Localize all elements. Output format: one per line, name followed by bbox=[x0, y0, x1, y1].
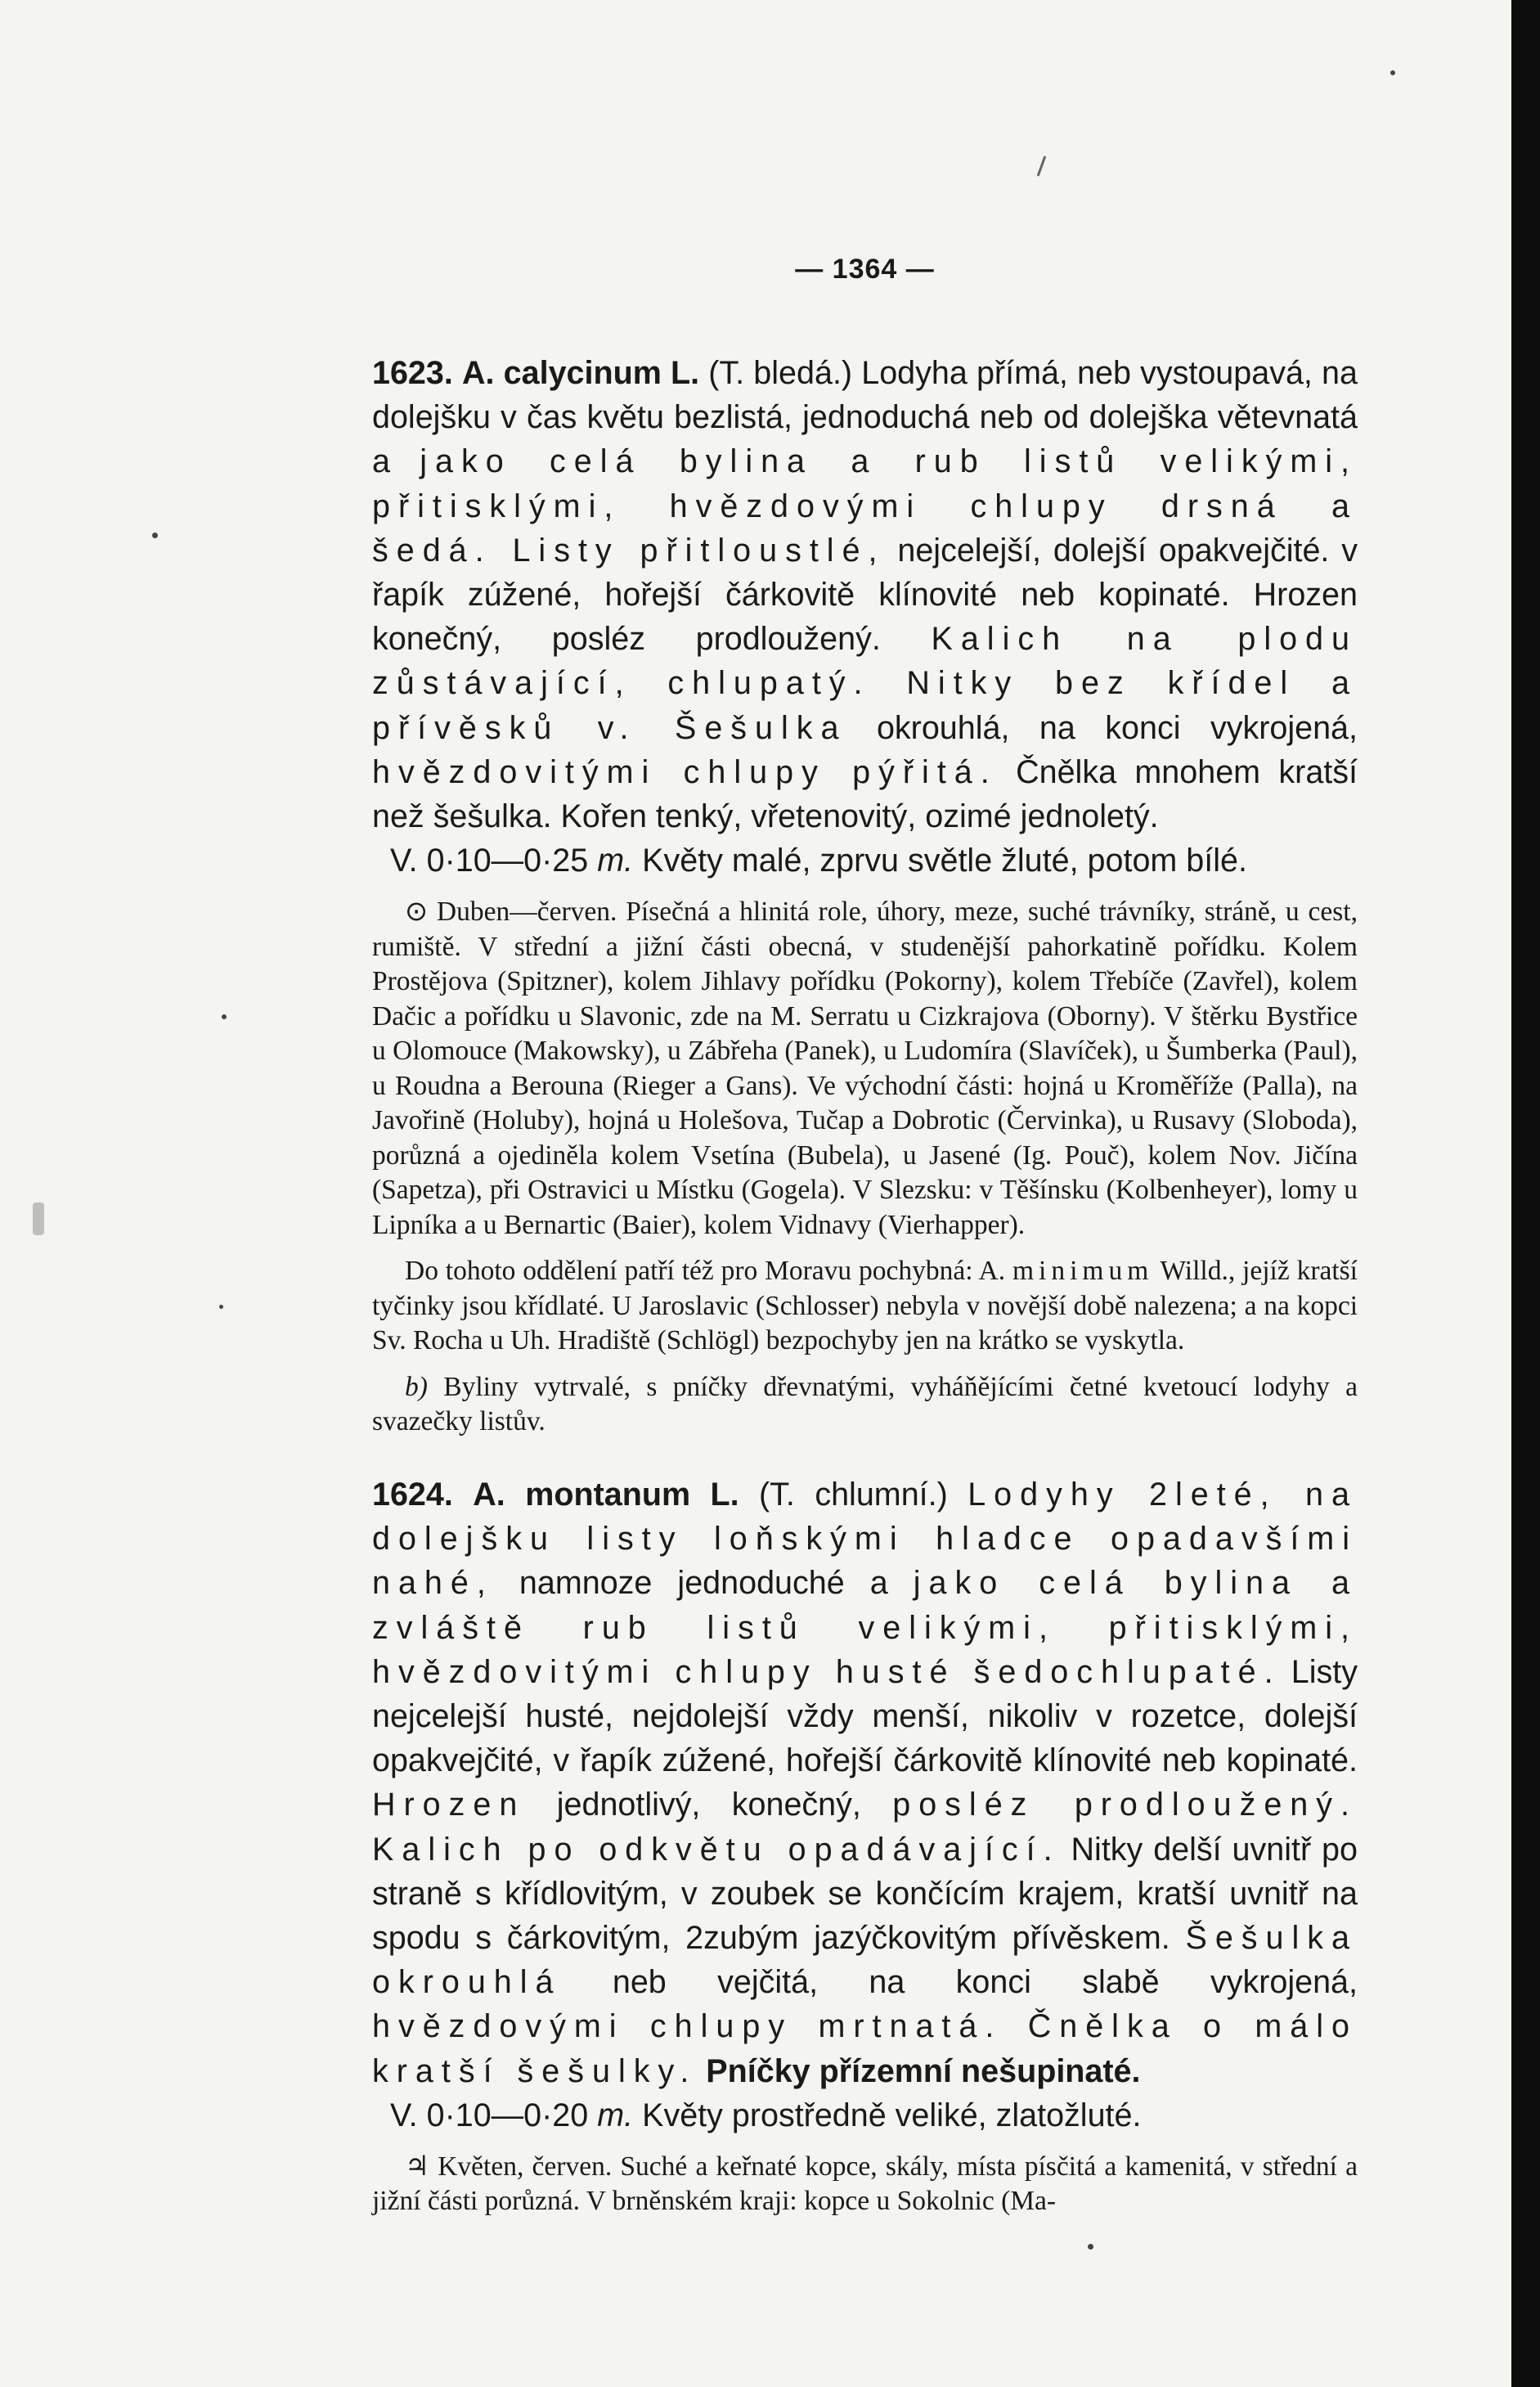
text-run: Willd., jejíž kratší tyčinky jsou křídlaté. U Jaroslavic (Schlosser) nebyla v novější době nalezena; a na kopci Sv. Rocha u Uh. Hradiště (Schlögl) bezpochyby jen na krátko se vyskytla. bbox=[372, 1256, 1358, 1356]
species-number: 1623. bbox=[372, 355, 453, 391]
unit: m. bbox=[597, 843, 634, 879]
spaced-text: Šešulka okrouhlá bbox=[372, 1919, 1358, 2001]
text-run: namnoze jednoduché a bbox=[493, 1565, 914, 1602]
spaced-text: Hrozen bbox=[372, 1787, 526, 1823]
text-run: Květy prostředně veliké, zlatožluté. bbox=[633, 2097, 1142, 2133]
speck bbox=[33, 1202, 44, 1235]
text-run: (T. chlumní.) bbox=[739, 1476, 968, 1513]
spaced-text: Kalich na plodu zůstávající, chlupatý. Nitky bez křídel a přívěsků v. bbox=[372, 621, 1358, 746]
habitat-note-1624 bbox=[372, 2149, 1358, 2219]
speck bbox=[219, 1305, 223, 1309]
habitat-note-1623 bbox=[372, 894, 1358, 1243]
speck bbox=[1088, 2244, 1093, 2250]
species-1624-description bbox=[372, 1472, 1358, 2093]
text-run: jednotlivý, konečný, bbox=[525, 1787, 893, 1823]
spaced-text: jako celá bylina a zvláště rub listů velikými, přitisklými, hvězdovitými chlupy husté šedochlupaté. bbox=[372, 1565, 1358, 1690]
size-line-1623 bbox=[372, 838, 1358, 883]
text-run: Duben—červen. Písečná a hlinitá role, úhory, meze, suché trávníky, stráně, u cest, rumiště. V střední a jižní části obecná, v studenější pahorkatině pořídku. Kolem Prostějova (Spitzner), kolem Jihlavy pořídku (Pokorny), kolem Třebíče (Zavřel), kolem Dačic a pořídku u Slavonic, zde na M. Serratu u Cizkrajova (Oborny). V štěrku Bystřice u Olomouce (Makowsky), u Zábřeha (Panek), u Ludomíra (Slavíček), u Šumberka (Paul), u Roudna a Berouna (Rieger a Gans). Ve východní části: hojná u Kroměříže (Palla), na Javořině (Holuby), hojná u Holešova, Tučap a Dobrotic (Červinka), u Rusavy (Sloboda), porůzná a ojediněla kolem Vsetína (Bubela), u Jasené (Ig. Pouč), kolem Nov. Jičína (Sapetza), při Ostravici u Místku (Gogela). V Slezsku: v Těšínsku (Kolbenheyer), lomy u Lipníka a u Bernartic (Baier), kolem Vidnavy (Vierhapper). bbox=[372, 897, 1358, 1240]
text-run: Květen, červen. Suché a keřnaté kopce, skály, místa písčitá a kamenitá, v střední a jižní části porůzná. V brněnském kraji: kopce u Sokolnic (Ma- bbox=[372, 2151, 1358, 2217]
text-run: Pníčky přízemní nešupinaté. bbox=[697, 2052, 1141, 2089]
text-run: Nitky delší uvnitř po straně s křídlovitým, v zoubek se končícím krajem, kratší uvnitř na spodu s čárkovitým, 2zubým jazýčkovitým přívěskem. bbox=[372, 1831, 1358, 1956]
spaced-text: Šešulka bbox=[636, 709, 847, 746]
page-number: — 1364 — bbox=[795, 254, 935, 285]
species-1623-description bbox=[372, 351, 1358, 838]
species-number: 1624. bbox=[372, 1476, 453, 1513]
species-name: A. montanum L. bbox=[473, 1476, 739, 1513]
text-run: okrouhlá, na konci vykrojená, bbox=[846, 709, 1358, 746]
text-run: (T. bledá.) Lodyha přímá, neb vystoupavá, na dolejšku v čas květu bezlistá, jednoduchá neb od dolejška větevnatá a bbox=[372, 355, 1358, 480]
text-run: Byliny vytrvalé, s pníčky dřevnatými, vyháňějícími četné kvetoucí lodyhy a svazečky listův. bbox=[372, 1371, 1358, 1437]
text-run: nejcelejší, dolejší opakvejčité. v řapík zúžené, hořejší čárkovitě klínovité neb kopinaté. Hrozen konečný, posléz prodloužený. bbox=[372, 532, 1358, 658]
text-run: Čnělka mnohem kratší než šešulka. Kořen tenký, vřetenovitý, ozimé jednoletý. bbox=[372, 753, 1358, 835]
spaced-text: hvězdovými chlupy mrtnatá. Čnělka o málo kratší šešulky. bbox=[372, 2008, 1358, 2089]
unit: m. bbox=[597, 2097, 634, 2133]
note-perennials bbox=[372, 1370, 1358, 1440]
speck bbox=[222, 1014, 227, 1019]
size-label: V. 0·10—0·25 bbox=[389, 843, 589, 879]
spaced-text: jako celá bylina a rub listů velikými, přitisklými, hvězdovými chlupy drsná a šedá. bbox=[372, 443, 1358, 569]
text-run: neb vejčitá, na konci slabě vykrojená, bbox=[561, 1964, 1358, 2001]
spaced-text: Lodyhy 2leté, na dolejšku listy loňskými hladce opadavšími nahé, bbox=[372, 1476, 1358, 1602]
perennial-symbol: ♃ bbox=[405, 2149, 430, 2182]
speck bbox=[1390, 70, 1395, 75]
size-line-1624 bbox=[372, 2093, 1358, 2138]
annual-symbol: ⊙ bbox=[405, 895, 429, 928]
section-letter: b) bbox=[405, 1371, 428, 1402]
size-label: V. 0·10—0·20 bbox=[389, 2097, 589, 2133]
page-text bbox=[372, 254, 1358, 2219]
text-run: Do tohoto oddělení patří též pro Moravu pochybná: A. bbox=[405, 1256, 1012, 1287]
note-minimum bbox=[372, 1254, 1358, 1359]
spaced-text: Listy přitloustlé, bbox=[492, 532, 886, 569]
scan-edge bbox=[1511, 0, 1540, 2387]
spaced-text: minimum bbox=[1012, 1256, 1154, 1287]
spaced-text: posléz prodloužený. Kalich po odkvětu opadávající. bbox=[372, 1787, 1358, 1868]
speck bbox=[152, 533, 158, 538]
species-name: A. calycinum L. bbox=[462, 355, 700, 391]
text-run: Listy nejcelejší husté, nejdolejší vždy menší, nikoliv v rozetce, dolejší opakvejčité, v řapík zúžené, hořejší čárkovitě klínovité neb kopinaté. bbox=[372, 1653, 1358, 1779]
speck bbox=[1037, 155, 1047, 176]
text-run: Květy malé, zprvu světle žluté, potom bílé. bbox=[633, 843, 1247, 879]
spaced-text: hvězdovitými chlupy pýřitá. bbox=[372, 753, 998, 790]
